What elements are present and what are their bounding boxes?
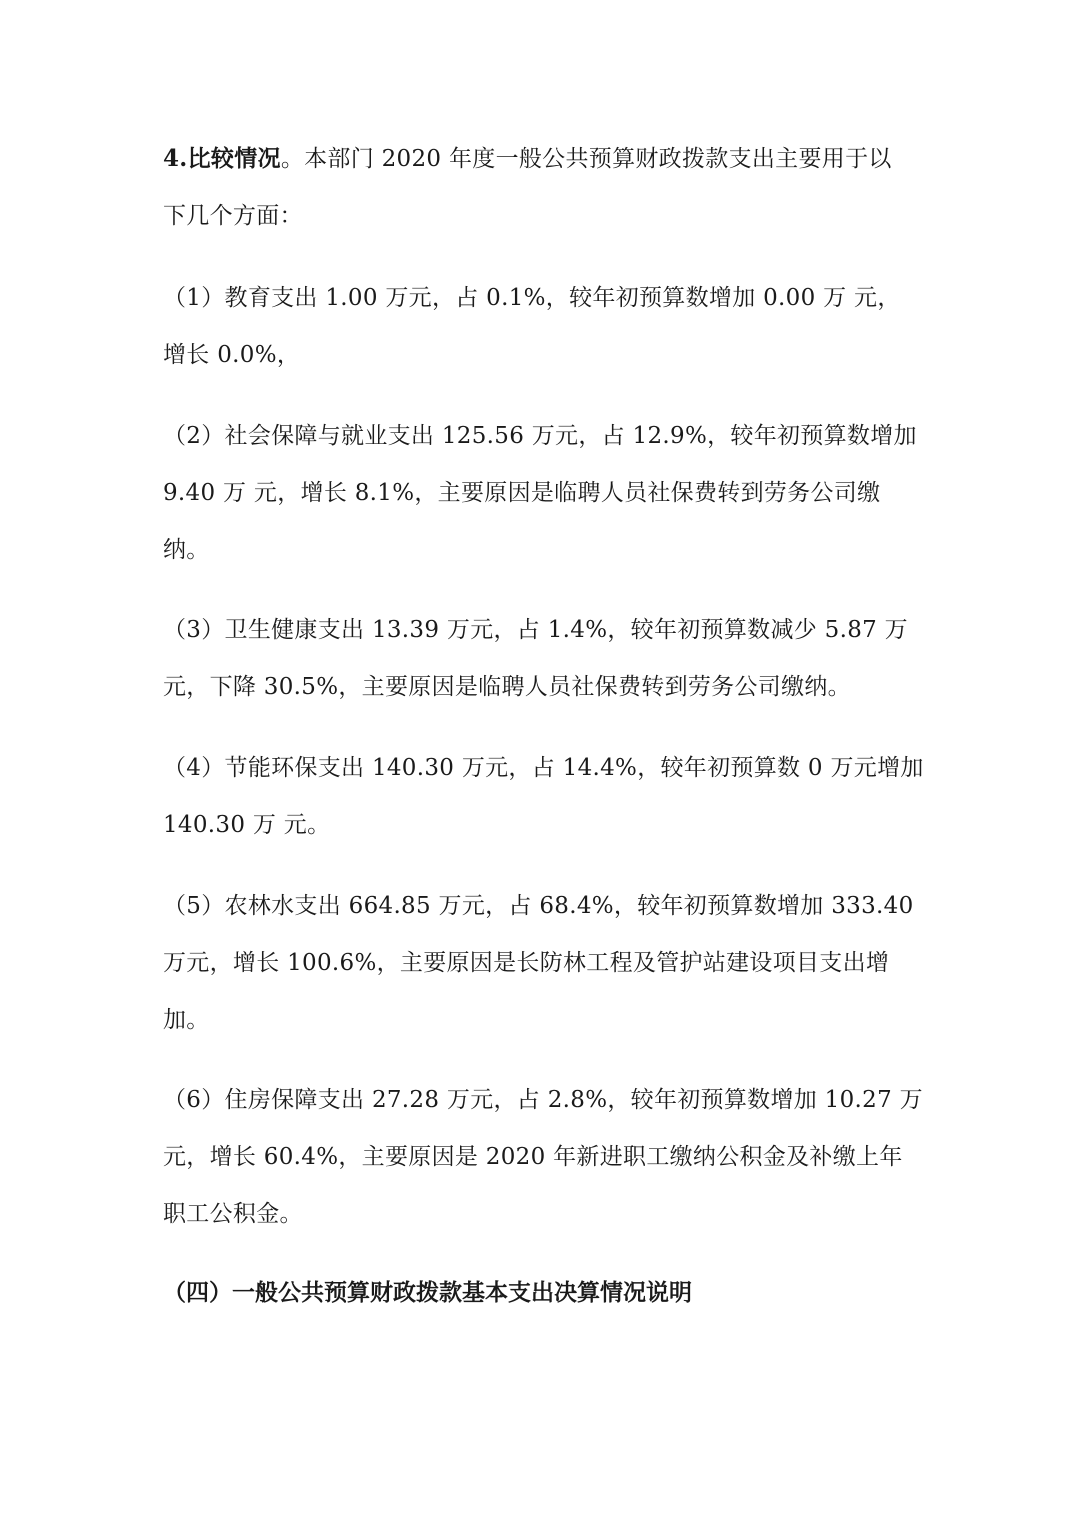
item-line: 元，增长 60.4%，主要原因是 2020 年新进职工缴纳公积金及补缴上年 [163,1144,903,1170]
item-health [163,602,923,716]
item-education [163,270,923,384]
intro-bold-lead: 4.比较情况 [163,145,281,172]
item-line: （5）农林水支出 664.85 万元，占 68.4%，较年初预算数增加 333.40 [163,893,914,919]
item-line: 加。 [163,1007,210,1033]
item-line: 万元，增长 100.6%，主要原因是长防林工程及管护站建设项目支出增 [163,950,890,976]
intro-paragraph [163,130,923,245]
intro-line-2: 下几个方面： [163,203,303,229]
item-line: 元，下降 30.5%，主要原因是临聘人员社保费转到劳务公司缴纳。 [163,674,851,700]
item-line: （1）教育支出 1.00 万元，占 0.1%，较年初预算数增加 0.00 万 元， [163,285,901,311]
item-line: （6）住房保障支出 27.28 万元，占 2.8%，较年初预算数增加 10.27 万 [163,1087,923,1113]
item-line: （2）社会保障与就业支出 125.56 万元，占 12.9%，较年初预算数增加 [163,423,917,449]
item-line: 9.40 万 元，增长 8.1%，主要原因是临聘人员社保费转到劳务公司缴 [163,480,881,506]
section-heading: （四）一般公共预算财政拨款基本支出决算情况说明 [163,1279,692,1306]
item-environment [163,740,923,854]
item-line: 纳。 [163,537,210,563]
item-line: 140.30 万 元。 [163,812,331,838]
item-line: 职工公积金。 [163,1201,303,1227]
item-housing [163,1072,923,1243]
intro-line-1 [163,130,923,188]
intro-line-1-rest: 。本部门 2020 年度一般公共预算财政拨款支出主要用于以 [280,146,892,172]
item-agriculture [163,878,923,1049]
item-line: （4）节能环保支出 140.30 万元，占 14.4%，较年初预算数 0 万元增加 [163,755,924,781]
item-line: 增长 0.0%， [163,342,301,368]
item-social-security [163,408,923,579]
item-line: （3）卫生健康支出 13.39 万元，占 1.4%，较年初预算数减少 5.87 万 [163,617,908,643]
